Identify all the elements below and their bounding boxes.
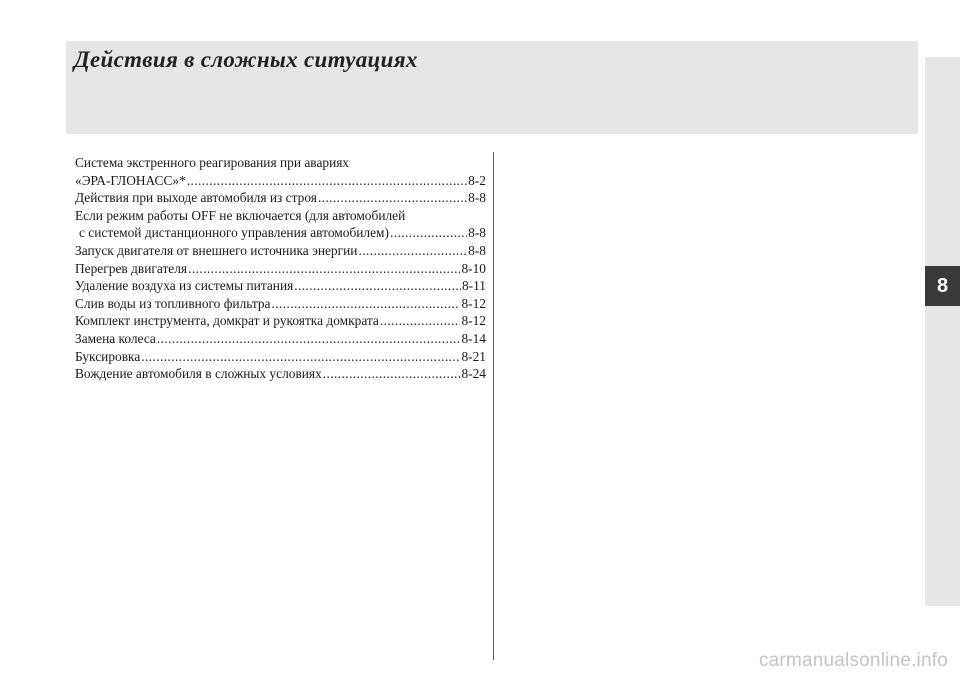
toc-leader-dots bbox=[318, 189, 467, 207]
toc-entry-text: Вождение автомобиля в сложных условиях bbox=[75, 366, 322, 382]
toc-entry-overheating[interactable] bbox=[75, 260, 486, 278]
toc-entry-era-glonass[interactable] bbox=[75, 172, 486, 190]
chapter-title: Действия в сложных ситуациях bbox=[74, 47, 418, 72]
toc-leader-dots bbox=[390, 224, 467, 242]
toc-entry-page: 8-10 bbox=[461, 260, 486, 276]
toc-entry-air-bleeding[interactable] bbox=[75, 277, 486, 295]
toc-entry-tool-kit[interactable] bbox=[75, 312, 486, 330]
column-divider bbox=[493, 152, 494, 660]
toc-entry-text: Удаление воздуха из системы питания bbox=[75, 278, 294, 294]
toc-entry-page: 8-21 bbox=[461, 348, 486, 364]
toc-entry-page: 8-12 bbox=[461, 295, 486, 311]
toc-entry-off-mode-line1[interactable] bbox=[75, 207, 486, 225]
toc-entry-fuel-filter-drain[interactable] bbox=[75, 295, 486, 313]
toc-leader-dots bbox=[187, 172, 467, 190]
chapter-header bbox=[66, 41, 918, 134]
toc-entry-text: Буксировка bbox=[75, 348, 141, 364]
toc-entry-text: Система экстренного реагирования при авариях bbox=[75, 155, 350, 170]
toc-leader-dots bbox=[188, 260, 460, 278]
toc-entry-text: «ЭРА-ГЛОНАСС»* bbox=[75, 172, 186, 188]
toc-entry-emergency-system-title[interactable] bbox=[75, 154, 486, 172]
chapter-tab-8[interactable]: 8 bbox=[925, 266, 960, 306]
toc-entry-text: с системой дистанционного управления автомобилем) bbox=[79, 225, 389, 241]
side-index-strip bbox=[925, 57, 960, 606]
toc-leader-dots bbox=[323, 365, 461, 383]
table-of-contents bbox=[75, 154, 486, 383]
toc-leader-dots bbox=[272, 295, 461, 313]
toc-entry-page: 8-11 bbox=[461, 278, 486, 294]
toc-entry-jump-start[interactable] bbox=[75, 242, 486, 260]
toc-leader-dots bbox=[157, 330, 461, 348]
toc-entry-page: 8-12 bbox=[461, 313, 486, 329]
toc-entry-text: Запуск двигателя от внешнего источника энергии bbox=[75, 242, 358, 258]
toc-entry-wheel-change[interactable] bbox=[75, 330, 486, 348]
toc-entry-page: 8-14 bbox=[461, 330, 486, 346]
toc-entry-text: Если режим работы OFF не включается (для автомобилей bbox=[75, 207, 406, 223]
toc-leader-dots bbox=[294, 277, 461, 295]
toc-entry-text: Действия при выходе автомобиля из строя bbox=[75, 190, 317, 206]
toc-entry-text: Замена колеса bbox=[75, 330, 156, 346]
toc-entry-text: Комплект инструмента, домкрат и рукоятка домкрата bbox=[75, 313, 379, 329]
toc-entry-towing[interactable] bbox=[75, 348, 486, 366]
toc-entry-page: 8-2 bbox=[468, 172, 486, 188]
toc-entry-page: 8-8 bbox=[468, 225, 486, 241]
toc-entry-off-mode-line2[interactable] bbox=[75, 224, 486, 242]
toc-entry-page: 8-8 bbox=[468, 242, 486, 258]
toc-entry-text: Слив воды из топливного фильтра bbox=[75, 295, 271, 311]
site-watermark: carmanualsonline.info bbox=[758, 650, 948, 671]
toc-leader-dots bbox=[380, 312, 461, 330]
toc-entry-breakdown[interactable] bbox=[75, 189, 486, 207]
toc-entry-page: 8-24 bbox=[461, 366, 486, 382]
toc-entry-text: Перегрев двигателя bbox=[75, 260, 188, 276]
toc-entry-difficult-driving[interactable] bbox=[75, 365, 486, 383]
toc-leader-dots bbox=[141, 348, 460, 366]
toc-leader-dots bbox=[358, 242, 467, 260]
toc-entry-page: 8-8 bbox=[468, 190, 486, 206]
